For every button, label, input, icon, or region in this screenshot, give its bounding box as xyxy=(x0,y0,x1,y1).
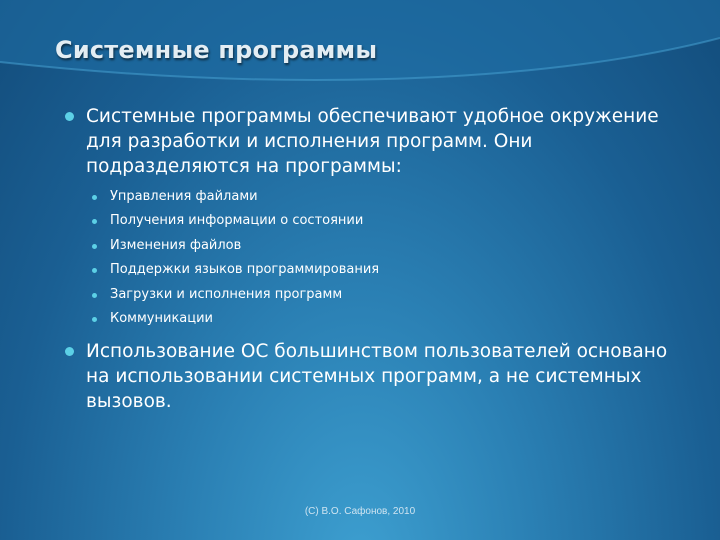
bullet-point-2 xyxy=(62,339,682,414)
bullet-icon xyxy=(65,347,74,356)
bullet-point-1 xyxy=(62,104,682,179)
sub-bullet-text: Получения информации о состоянии xyxy=(110,213,364,229)
sub-bullet-icon xyxy=(92,219,97,224)
sub-bullet-list xyxy=(90,185,682,331)
sub-bullet-text: Управления файлами xyxy=(110,189,258,204)
sub-bullet-text: Поддержки языков программирования xyxy=(110,262,380,278)
sub-bullet-icon xyxy=(92,317,97,322)
sub-bullet-text: Коммуникации xyxy=(110,311,214,327)
sub-bullet-text: Изменения файлов xyxy=(110,237,242,253)
sub-bullet-icon xyxy=(92,195,97,200)
bullet-point-1-text: Системные программы обеспечивают удобное окружение для разработки и исполнения программ. Они подразделяются на программы: xyxy=(86,106,659,177)
sub-bullet-text: Загрузки и исполнения программ xyxy=(110,286,343,302)
bullet-icon xyxy=(65,112,74,121)
slide-content xyxy=(62,104,682,414)
sub-bullet-icon xyxy=(92,293,97,298)
sub-bullet-item xyxy=(90,234,682,258)
sub-bullet-item xyxy=(90,185,682,209)
sub-bullet-item xyxy=(90,283,682,307)
sub-bullet-item xyxy=(90,307,682,331)
slide-title: Системные программы xyxy=(55,36,378,64)
sub-bullet-icon xyxy=(92,244,97,249)
bullet-point-2-text: Использование ОС большинством пользователей основано на использовании системных программ, а не системных вызовов. xyxy=(86,341,668,413)
sub-bullet-item xyxy=(90,209,682,233)
slide-footer: (C) В.О. Сафонов, 2010 xyxy=(304,506,416,517)
sub-bullet-item xyxy=(90,258,682,282)
sub-bullet-icon xyxy=(92,268,97,273)
